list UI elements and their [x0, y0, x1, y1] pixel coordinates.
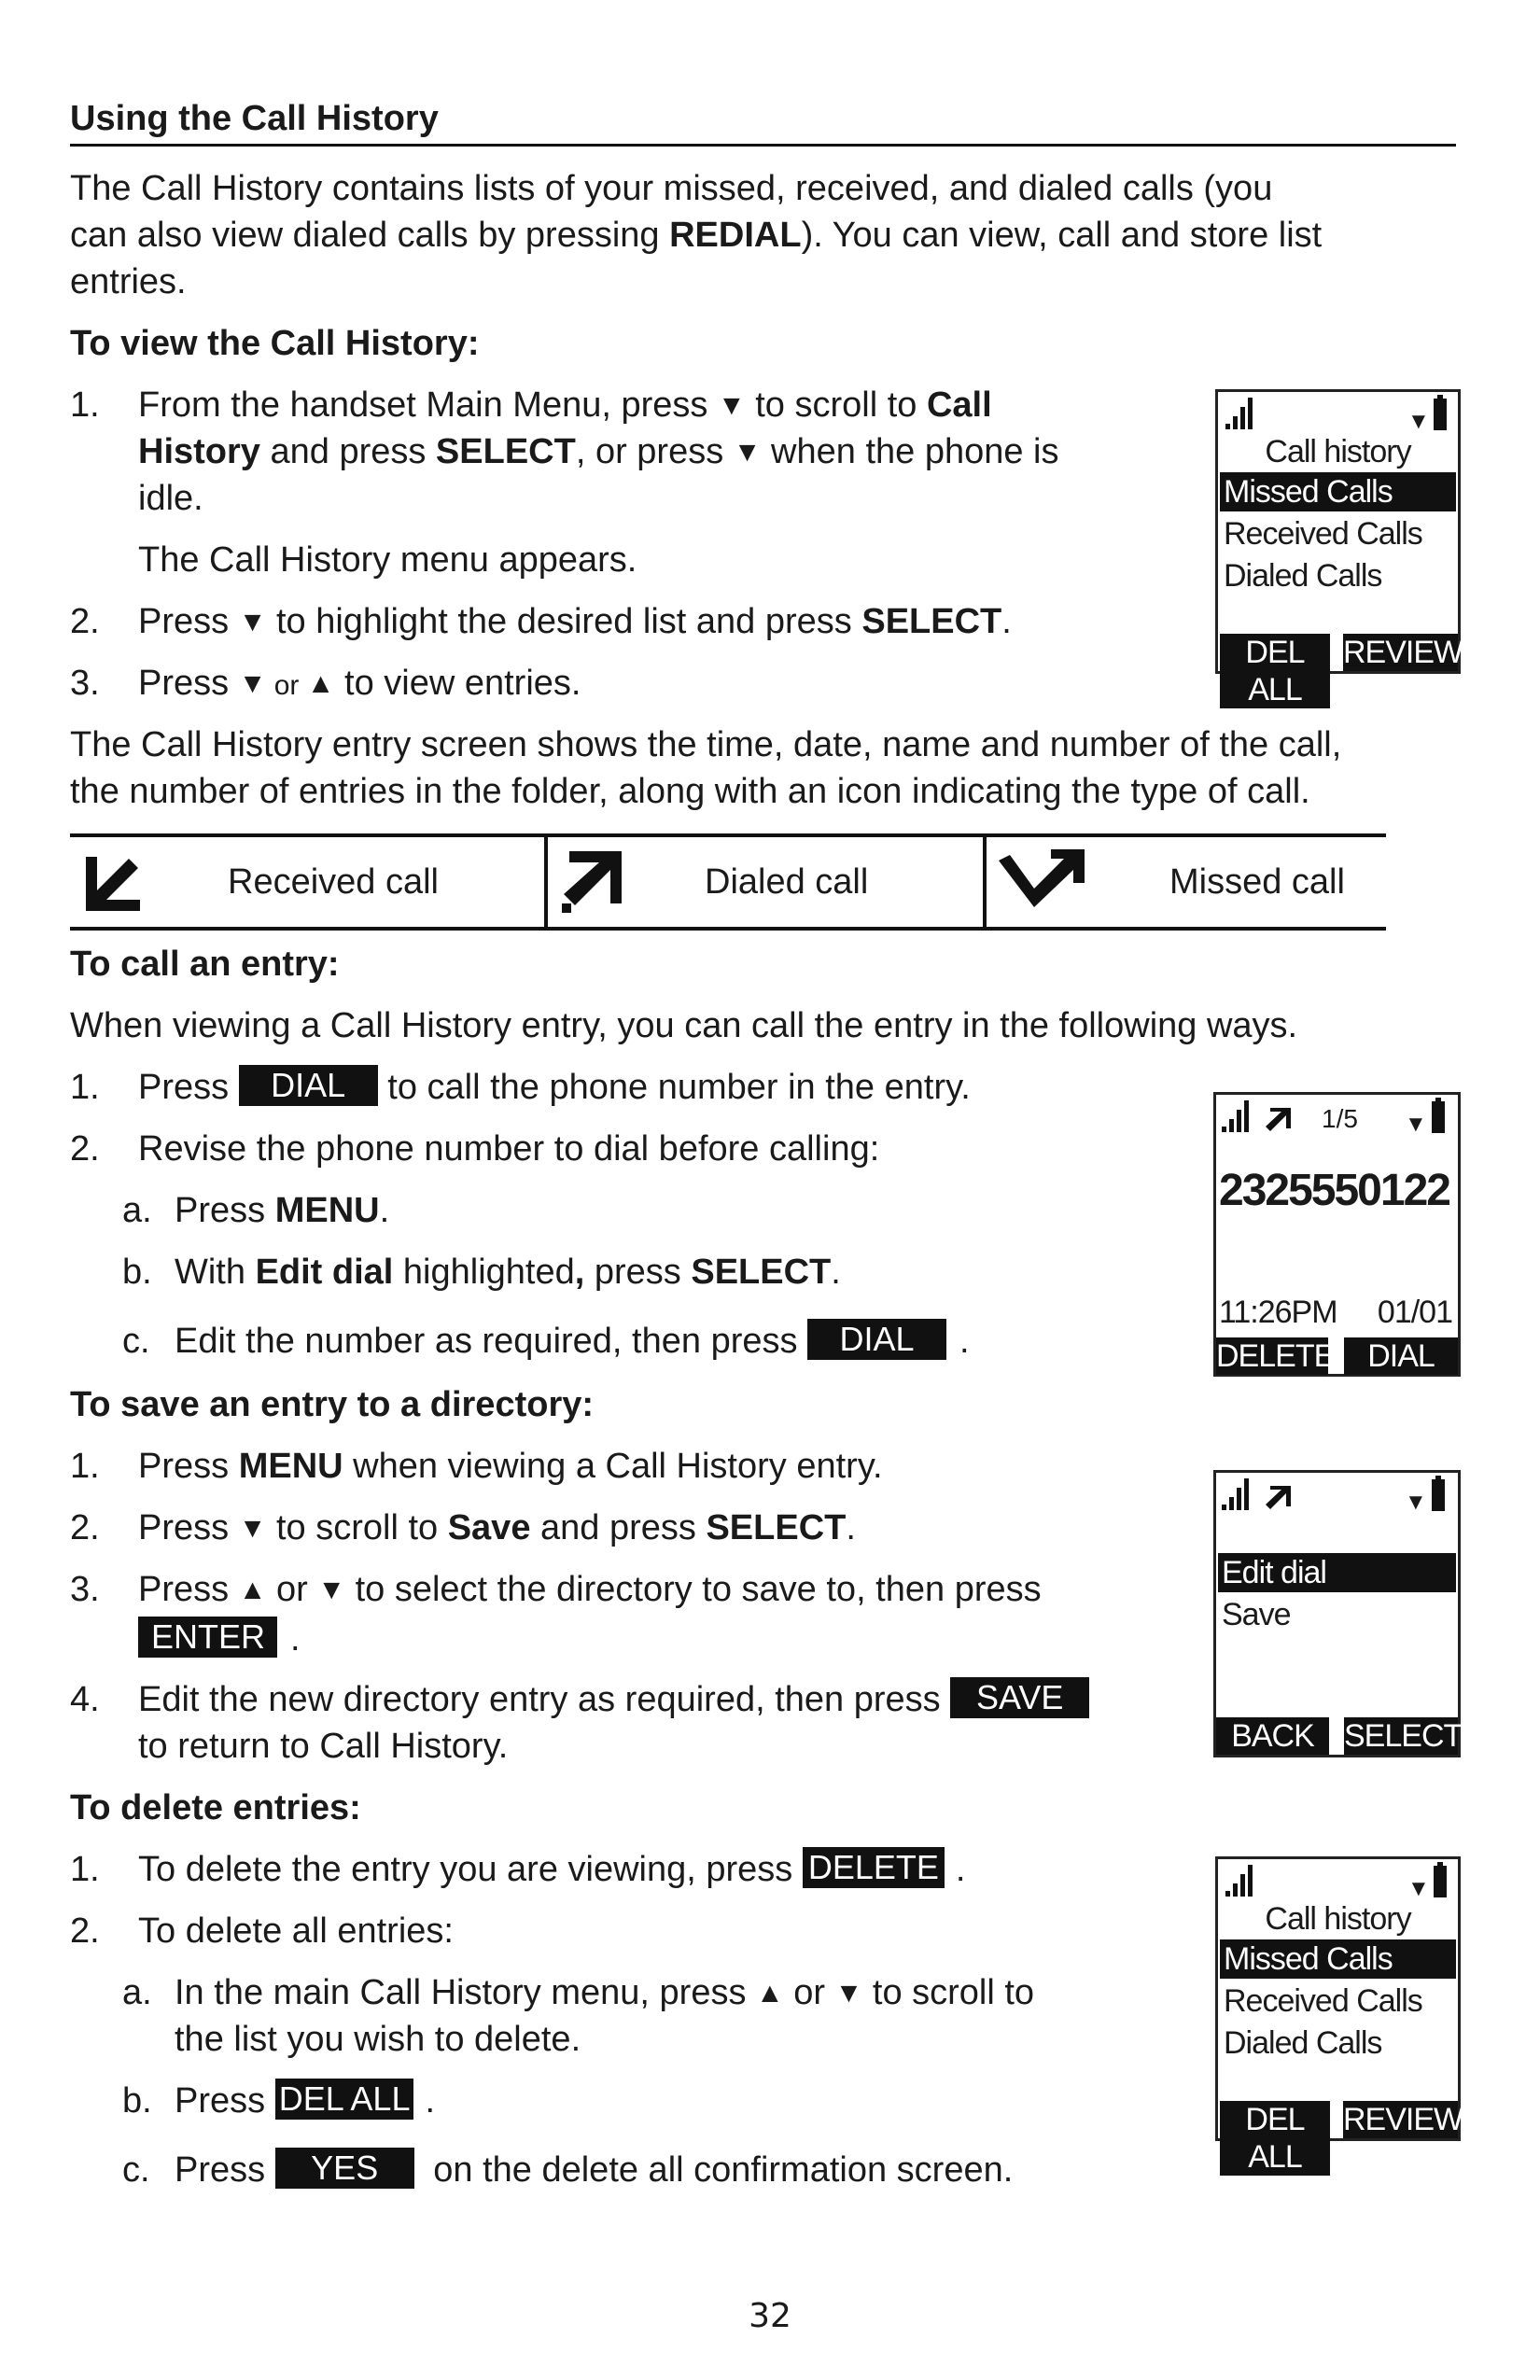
softkey-back: BACK [1216, 1717, 1329, 1755]
icon-table-top-rule [70, 833, 1386, 837]
call-step-2a: Press MENU. [175, 1191, 390, 1230]
call-intro: When viewing a Call History entry, you can call the entry in the following ways. [70, 1006, 1298, 1045]
signal-icon [1225, 398, 1253, 429]
view-step-2-number: 2. [70, 602, 100, 641]
view-step-1-line-1: From the handset Main Menu, press ▼ to scroll to Call [138, 382, 992, 431]
icon-table-divider [983, 833, 987, 931]
call-step-1-number: 1. [70, 1068, 100, 1107]
screen-item-received: Received Calls [1224, 516, 1422, 552]
delete-step-2b-letter: b. [122, 2081, 152, 2121]
save-heading: To save an entry to a directory: [70, 1385, 595, 1424]
down-arrow-icon: ▼ [733, 437, 762, 468]
softkey-delete: DELETE [1216, 1338, 1335, 1374]
view-after-line-1: The Call History entry screen shows the time, date, name and number of the call, [70, 725, 1342, 764]
delete-step-2a-letter: a. [122, 1973, 152, 2012]
call-step-2b-letter: b. [122, 1253, 152, 1292]
view-step-1-line-3: idle. [138, 479, 203, 518]
delete-step-1-number: 1. [70, 1850, 100, 1889]
call-step-2: Revise the phone number to dial before calling: [138, 1129, 880, 1169]
delete-step-2a-line-2: the list you wish to delete. [175, 2020, 581, 2059]
delete-step-2: To delete all entries: [138, 1911, 454, 1951]
down-arrow-icon: ▼ [238, 668, 267, 699]
screen-title: Call history [1265, 1901, 1411, 1937]
call-step-2c-letter: c. [122, 1322, 150, 1361]
save-step-4-number: 4. [70, 1680, 100, 1719]
enter-key: ENTER [138, 1617, 277, 1658]
softkey-dial: DIAL [1344, 1337, 1458, 1375]
ringer-icon: ▼ [1405, 1112, 1427, 1137]
delete-step-2c: Press YES on the delete all confirmation screen. [175, 2148, 1014, 2190]
dialed-call-icon [1265, 1106, 1293, 1132]
view-step-1-number: 1. [70, 385, 100, 425]
dialed-call-icon [560, 847, 625, 915]
softkey-review: REVIEW [1343, 635, 1463, 670]
save-step-4-line-1: Edit the new directory entry as required, then press SAVE [138, 1676, 1089, 1723]
call-step-2a-letter: a. [122, 1191, 152, 1230]
call-step-1: Press DIAL to call the phone number in the entry. [138, 1065, 971, 1107]
entry-time: 11:26PM [1219, 1295, 1337, 1330]
view-step-3: Press ▼ or ▲ to view entries. [138, 660, 581, 709]
yes-key: YES [275, 2148, 414, 2189]
up-arrow-icon: ▲ [306, 668, 335, 699]
phone-screen-entry [1213, 1092, 1461, 1377]
missed-call-icon [999, 847, 1096, 915]
save-step-3-line-2: ENTER . [138, 1616, 301, 1662]
signal-icon [1222, 1478, 1250, 1510]
delete-step-1: To delete the entry you are viewing, press DELETE . [138, 1847, 966, 1889]
ringer-icon: ▼ [1407, 409, 1430, 434]
save-step-2: Press ▼ to scroll to Save and press SELECT. [138, 1505, 856, 1554]
view-after-line-2: the number of entries in the folder, along with an icon indicating the type of call. [70, 772, 1310, 811]
phone-screen-call-history [1215, 389, 1463, 707]
screen-item-missed: Missed Calls [1220, 1939, 1456, 1979]
down-arrow-icon: ▼ [238, 607, 267, 637]
screen-title: Call history [1265, 434, 1411, 469]
section-title: Using the Call History [70, 99, 439, 138]
phone-screen-menu [1213, 1470, 1461, 1757]
battery-icon [1432, 1479, 1445, 1511]
battery-icon [1434, 399, 1447, 430]
screen-item-dialed: Dialed Calls [1224, 2025, 1382, 2061]
screen-item-dialed: Dialed Calls [1224, 558, 1382, 594]
signal-icon [1225, 1865, 1253, 1897]
delete-key: DELETE [803, 1847, 945, 1888]
intro-line-1: The Call History contains lists of your missed, received, and dialed calls (you [70, 169, 1273, 208]
softkey-del-all: DEL ALL [1220, 2101, 1330, 2176]
screen-item-missed: Missed Calls [1220, 472, 1456, 511]
del-all-key: DEL ALL [275, 2079, 414, 2120]
call-step-2b: With Edit dial highlighted, press SELECT. [175, 1253, 841, 1292]
delete-step-2-number: 2. [70, 1911, 100, 1951]
down-arrow-icon: ▼ [317, 1575, 346, 1605]
softkey-del-all: DEL ALL [1220, 634, 1330, 708]
call-step-2c: Edit the number as required, then press DIAL . [175, 1319, 970, 1361]
entry-date: 01/01 [1377, 1295, 1452, 1330]
entry-counter: 1/5 [1322, 1104, 1358, 1133]
view-heading: To view the Call History: [70, 324, 480, 363]
delete-step-2b: Press DEL ALL . [175, 2079, 436, 2121]
up-arrow-icon: ▲ [238, 1575, 267, 1605]
save-step-1: Press MENU when viewing a Call History entry. [138, 1447, 883, 1486]
dial-key: DIAL [239, 1065, 378, 1106]
intro-line-2: can also view dialed calls by pressing REDIAL). You can view, call and store list [70, 216, 1323, 255]
softkey-select: SELECT [1344, 1718, 1463, 1754]
down-arrow-icon: ▼ [717, 390, 746, 421]
signal-icon [1222, 1100, 1250, 1132]
received-call-icon [84, 849, 147, 915]
title-rule [70, 144, 1456, 147]
view-step-2: Press ▼ to highlight the desired list and press SELECT. [138, 598, 1012, 648]
battery-icon [1434, 1866, 1447, 1897]
view-step-1-note: The Call History menu appears. [138, 540, 637, 580]
softkey-review: REVIEW [1343, 2102, 1463, 2137]
save-key: SAVE [950, 1677, 1089, 1718]
save-step-3-number: 3. [70, 1570, 100, 1609]
call-step-2-number: 2. [70, 1129, 100, 1169]
call-heading: To call an entry: [70, 945, 340, 984]
menu-item-save: Save [1222, 1597, 1291, 1632]
save-step-3-line-1: Press ▲ or ▼ to select the directory to save to, then press [138, 1566, 1042, 1616]
entry-phone-number: 2325550122 [1219, 1166, 1449, 1215]
dialed-call-label: Dialed call [705, 862, 869, 902]
screen-item-received: Received Calls [1224, 1983, 1422, 2019]
page-number: 32 [749, 2297, 791, 2335]
delete-heading: To delete entries: [70, 1788, 361, 1827]
delete-step-2a-line-1: In the main Call History menu, press ▲ or ▼ to scroll to [175, 1969, 1034, 2019]
save-step-2-number: 2. [70, 1508, 100, 1547]
save-step-1-number: 1. [70, 1447, 100, 1486]
save-step-4-line-2: to return to Call History. [138, 1727, 509, 1766]
dialed-call-icon [1265, 1484, 1293, 1510]
icon-table-bottom-rule [70, 927, 1386, 931]
ringer-icon: ▼ [1405, 1490, 1427, 1515]
missed-call-label: Missed call [1169, 862, 1345, 902]
ringer-icon: ▼ [1407, 1876, 1430, 1901]
received-call-label: Received call [228, 862, 439, 902]
view-step-1-line-2: History and press SELECT, or press ▼ when the phone is [138, 428, 1059, 478]
menu-item-edit-dial: Edit dial [1218, 1553, 1456, 1592]
battery-icon [1432, 1101, 1445, 1133]
up-arrow-icon: ▲ [756, 1978, 784, 2009]
delete-step-2c-letter: c. [122, 2150, 150, 2190]
intro-line-3: entries. [70, 262, 187, 301]
phone-screen-call-history-delete [1215, 1856, 1463, 2175]
down-arrow-icon: ▼ [238, 1513, 267, 1544]
view-step-3-number: 3. [70, 664, 100, 703]
down-arrow-icon: ▼ [834, 1978, 863, 2009]
icon-table-divider [544, 833, 548, 931]
dial-key: DIAL [807, 1319, 946, 1360]
